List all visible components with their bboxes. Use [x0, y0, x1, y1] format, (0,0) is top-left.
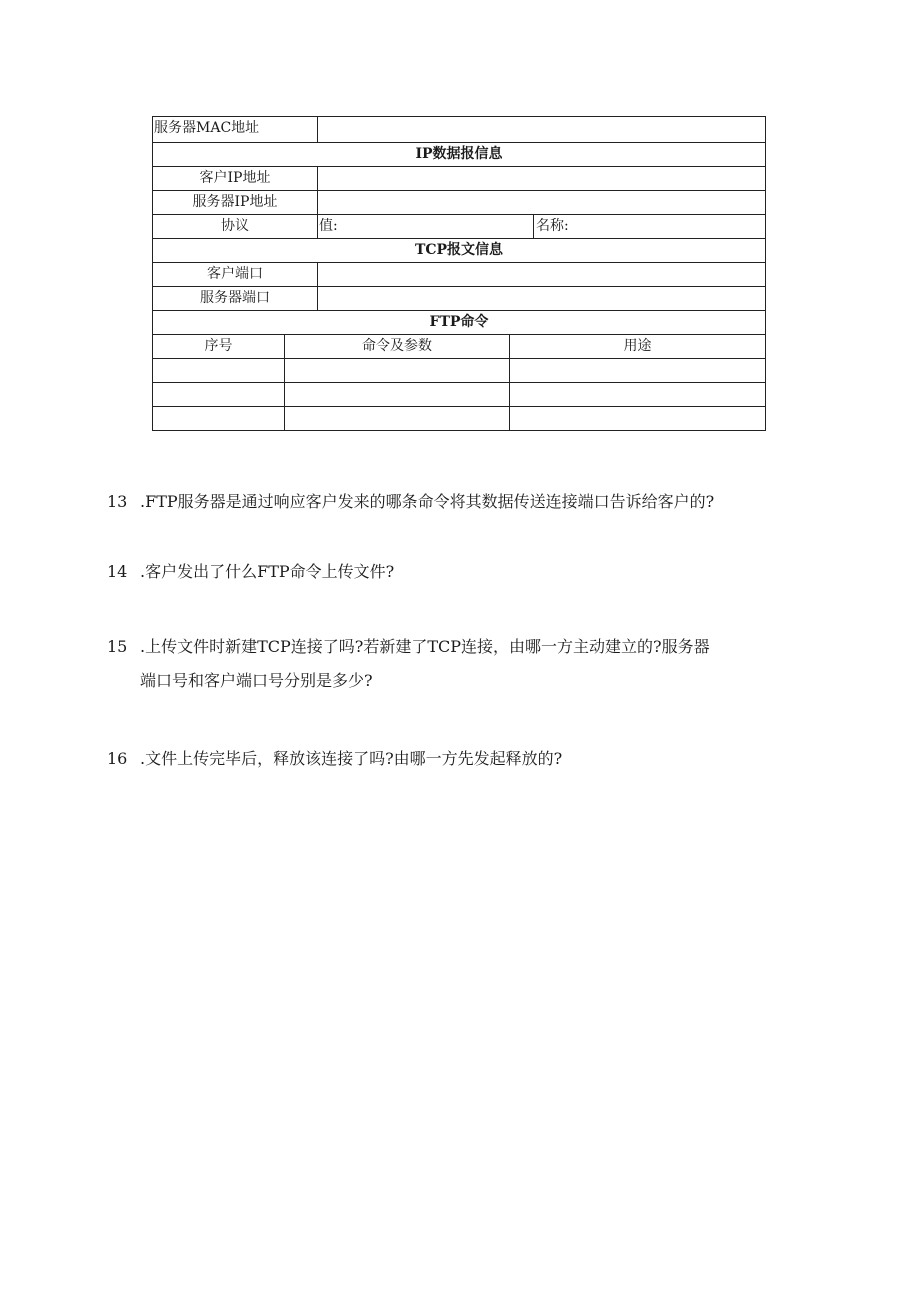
command-cell[interactable]: [284, 359, 509, 382]
question-number: 16: [107, 749, 128, 768]
question-15: [107, 630, 807, 698]
server-port-label: 服务器端口: [200, 290, 270, 306]
tcp-section-title: TCP报文信息: [414, 242, 504, 258]
command-cell[interactable]: [284, 407, 509, 430]
protocol-label: 协议: [221, 218, 249, 234]
seq-cell[interactable]: [153, 407, 284, 430]
ftp-columns-header: [153, 334, 765, 358]
ip-section-header: [153, 142, 765, 166]
question-text: .上传文件时新建TCP连接了吗?若新建了TCP连接，由哪一方主动建立的?服务器: [140, 637, 710, 656]
ftp-section-header: [153, 310, 765, 334]
client-ip-label: 客户IP地址: [199, 170, 271, 186]
tcp-section-header: [153, 238, 765, 262]
column-header-command: 命令及参数: [284, 335, 509, 358]
question-13: [107, 485, 807, 519]
question-number: 14: [107, 562, 128, 581]
table-row: [153, 382, 765, 406]
server-port-field[interactable]: [317, 287, 765, 310]
question-text: .FTP服务器是通过响应客户发来的哪条命令将其数据传送连接端口告诉给客户的?: [140, 492, 715, 511]
server-ip-row: [153, 190, 765, 214]
question-16: [107, 742, 807, 776]
command-cell[interactable]: [284, 383, 509, 406]
table-row: [153, 406, 765, 430]
purpose-cell[interactable]: [509, 407, 765, 430]
server-port-row: [153, 286, 765, 310]
ftp-section-title: FTP命令: [429, 314, 489, 330]
client-port-row: [153, 262, 765, 286]
server-ip-field[interactable]: [317, 191, 765, 214]
seq-cell[interactable]: [153, 383, 284, 406]
client-port-field[interactable]: [317, 263, 765, 286]
table-row: [153, 358, 765, 382]
server-mac-label: 服务器MAC地址: [154, 120, 260, 136]
server-ip-label: 服务器IP地址: [192, 194, 278, 210]
question-number: 15: [107, 637, 128, 656]
capture-info-table: [152, 116, 766, 431]
question-text-continuation: 端口号和客户端口号分别是多少?: [140, 671, 373, 690]
question-text: .文件上传完毕后，释放该连接了吗?由哪一方先发起释放的?: [140, 749, 563, 768]
question-text: .客户发出了什么FTP命令上传文件?: [140, 562, 395, 581]
server-mac-field[interactable]: [317, 117, 765, 142]
question-14: [107, 555, 807, 589]
protocol-row: [153, 214, 765, 238]
question-number: 13: [107, 492, 128, 511]
protocol-value-field[interactable]: 值:: [317, 215, 533, 238]
client-ip-field[interactable]: [317, 167, 765, 190]
ip-section-title: IP数据报信息: [415, 146, 503, 162]
purpose-cell[interactable]: [509, 359, 765, 382]
column-header-purpose: 用途: [509, 335, 765, 358]
server-mac-row: [153, 117, 765, 142]
column-header-seq: 序号: [204, 338, 233, 354]
seq-cell[interactable]: [153, 359, 284, 382]
client-ip-row: [153, 166, 765, 190]
protocol-name-field[interactable]: 名称:: [533, 215, 765, 238]
purpose-cell[interactable]: [509, 383, 765, 406]
client-port-label: 客户端口: [207, 266, 263, 282]
